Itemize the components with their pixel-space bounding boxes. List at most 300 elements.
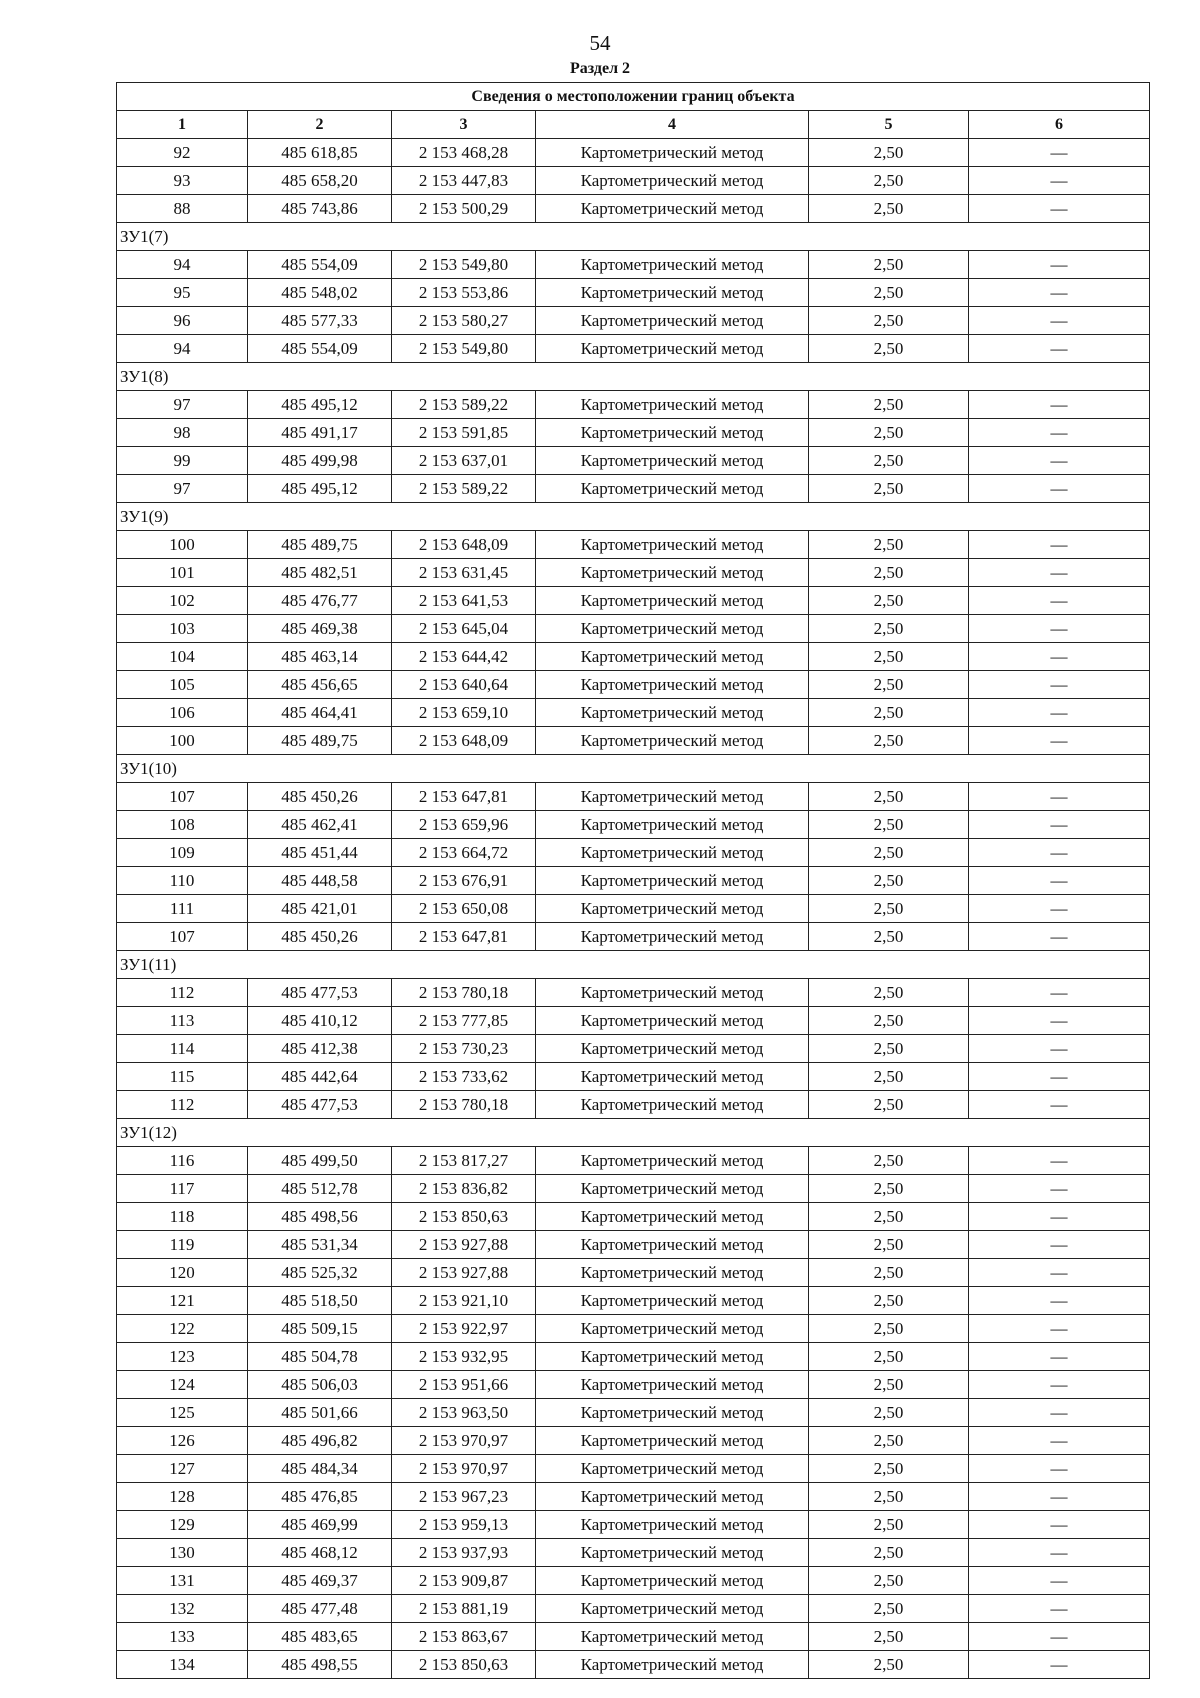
cell-coordinate-y: 2 153 631,45	[392, 559, 536, 587]
cell-description: —	[969, 1091, 1150, 1119]
table-row	[117, 1287, 1150, 1315]
cell-accuracy: 2,50	[809, 447, 969, 475]
cell-coordinate-y: 2 153 927,88	[392, 1231, 536, 1259]
table-caption-row	[117, 83, 1150, 111]
cell-point-number: 101	[117, 559, 248, 587]
cell-coordinate-x: 485 482,51	[248, 559, 392, 587]
table-row	[117, 895, 1150, 923]
cell-coordinate-y: 2 153 500,29	[392, 195, 536, 223]
cell-point-number: 121	[117, 1287, 248, 1315]
cell-description: —	[969, 1259, 1150, 1287]
cell-method: Картометрический метод	[536, 1007, 809, 1035]
cell-point-number: 124	[117, 1371, 248, 1399]
group-row	[117, 755, 1150, 783]
cell-coordinate-x: 485 618,85	[248, 139, 392, 167]
cell-method: Картометрический метод	[536, 1343, 809, 1371]
cell-method: Картометрический метод	[536, 1091, 809, 1119]
cell-description: —	[969, 671, 1150, 699]
cell-coordinate-y: 2 153 863,67	[392, 1623, 536, 1651]
cell-coordinate-x: 485 484,34	[248, 1455, 392, 1483]
cell-accuracy: 2,50	[809, 531, 969, 559]
cell-accuracy: 2,50	[809, 1595, 969, 1623]
cell-description: —	[969, 979, 1150, 1007]
cell-coordinate-y: 2 153 645,04	[392, 615, 536, 643]
cell-accuracy: 2,50	[809, 727, 969, 755]
cell-point-number: 114	[117, 1035, 248, 1063]
cell-coordinate-x: 485 450,26	[248, 923, 392, 951]
cell-method: Картометрический метод	[536, 1623, 809, 1651]
cell-point-number: 103	[117, 615, 248, 643]
cell-method: Картометрический метод	[536, 615, 809, 643]
cell-point-number: 116	[117, 1147, 248, 1175]
cell-accuracy: 2,50	[809, 251, 969, 279]
table-row	[117, 1035, 1150, 1063]
cell-description: —	[969, 1651, 1150, 1679]
cell-method: Картометрический метод	[536, 1063, 809, 1091]
cell-coordinate-x: 485 412,38	[248, 1035, 392, 1063]
cell-method: Картометрический метод	[536, 447, 809, 475]
cell-description: —	[969, 1287, 1150, 1315]
cell-accuracy: 2,50	[809, 1287, 969, 1315]
cell-point-number: 100	[117, 531, 248, 559]
cell-coordinate-y: 2 153 659,10	[392, 699, 536, 727]
table-row	[117, 643, 1150, 671]
table-row	[117, 1259, 1150, 1287]
table-row	[117, 923, 1150, 951]
cell-coordinate-y: 2 153 817,27	[392, 1147, 536, 1175]
cell-description: —	[969, 1371, 1150, 1399]
cell-description: —	[969, 167, 1150, 195]
cell-coordinate-x: 485 468,12	[248, 1539, 392, 1567]
cell-coordinate-y: 2 153 553,86	[392, 279, 536, 307]
cell-point-number: 97	[117, 391, 248, 419]
cell-coordinate-x: 485 506,03	[248, 1371, 392, 1399]
cell-accuracy: 2,50	[809, 167, 969, 195]
cell-accuracy: 2,50	[809, 895, 969, 923]
cell-accuracy: 2,50	[809, 839, 969, 867]
cell-description: —	[969, 475, 1150, 503]
cell-coordinate-y: 2 153 881,19	[392, 1595, 536, 1623]
column-header: 3	[392, 111, 536, 139]
cell-point-number: 127	[117, 1455, 248, 1483]
cell-coordinate-x: 485 450,26	[248, 783, 392, 811]
cell-point-number: 117	[117, 1175, 248, 1203]
cell-description: —	[969, 1231, 1150, 1259]
group-row	[117, 951, 1150, 979]
cell-coordinate-y: 2 153 922,97	[392, 1315, 536, 1343]
cell-coordinate-y: 2 153 921,10	[392, 1287, 536, 1315]
cell-coordinate-x: 485 476,77	[248, 587, 392, 615]
cell-point-number: 97	[117, 475, 248, 503]
cell-method: Картометрический метод	[536, 1287, 809, 1315]
table-row	[117, 139, 1150, 167]
cell-method: Картометрический метод	[536, 1455, 809, 1483]
cell-method: Картометрический метод	[536, 1371, 809, 1399]
cell-coordinate-y: 2 153 664,72	[392, 839, 536, 867]
table-row	[117, 839, 1150, 867]
cell-description: —	[969, 923, 1150, 951]
cell-coordinate-x: 485 464,41	[248, 699, 392, 727]
cell-description: —	[969, 419, 1150, 447]
table-row	[117, 335, 1150, 363]
cell-description: —	[969, 811, 1150, 839]
group-row	[117, 223, 1150, 251]
cell-accuracy: 2,50	[809, 1259, 969, 1287]
cell-method: Картометрический метод	[536, 1259, 809, 1287]
cell-coordinate-x: 485 512,78	[248, 1175, 392, 1203]
group-label: ЗУ1(7)	[117, 223, 1150, 251]
cell-method: Картометрический метод	[536, 195, 809, 223]
cell-point-number: 126	[117, 1427, 248, 1455]
cell-coordinate-y: 2 153 641,53	[392, 587, 536, 615]
cell-method: Картометрический метод	[536, 1595, 809, 1623]
cell-coordinate-x: 485 489,75	[248, 727, 392, 755]
table-row	[117, 979, 1150, 1007]
table-row	[117, 1539, 1150, 1567]
cell-coordinate-x: 485 483,65	[248, 1623, 392, 1651]
cell-description: —	[969, 1063, 1150, 1091]
cell-accuracy: 2,50	[809, 699, 969, 727]
cell-point-number: 107	[117, 923, 248, 951]
cell-method: Картометрический метод	[536, 699, 809, 727]
cell-coordinate-y: 2 153 468,28	[392, 139, 536, 167]
cell-method: Картометрический метод	[536, 1539, 809, 1567]
cell-coordinate-y: 2 153 447,83	[392, 167, 536, 195]
cell-point-number: 110	[117, 867, 248, 895]
cell-coordinate-y: 2 153 963,50	[392, 1399, 536, 1427]
cell-point-number: 88	[117, 195, 248, 223]
cell-coordinate-y: 2 153 647,81	[392, 923, 536, 951]
cell-method: Картометрический метод	[536, 783, 809, 811]
table-row	[117, 1483, 1150, 1511]
cell-accuracy: 2,50	[809, 1175, 969, 1203]
table-row	[117, 1427, 1150, 1455]
table-row	[117, 1623, 1150, 1651]
cell-accuracy: 2,50	[809, 1539, 969, 1567]
table-row	[117, 279, 1150, 307]
cell-description: —	[969, 531, 1150, 559]
cell-accuracy: 2,50	[809, 1063, 969, 1091]
cell-accuracy: 2,50	[809, 1623, 969, 1651]
cell-description: —	[969, 195, 1150, 223]
cell-coordinate-y: 2 153 589,22	[392, 475, 536, 503]
cell-coordinate-y: 2 153 730,23	[392, 1035, 536, 1063]
cell-accuracy: 2,50	[809, 1371, 969, 1399]
section-title: Раздел 2	[569, 60, 631, 77]
cell-description: —	[969, 643, 1150, 671]
cell-coordinate-x: 485 462,41	[248, 811, 392, 839]
cell-point-number: 106	[117, 699, 248, 727]
cell-accuracy: 2,50	[809, 195, 969, 223]
page-number: 54	[589, 31, 611, 55]
cell-coordinate-x: 485 498,56	[248, 1203, 392, 1231]
cell-accuracy: 2,50	[809, 1091, 969, 1119]
cell-coordinate-y: 2 153 951,66	[392, 1371, 536, 1399]
cell-description: —	[969, 1539, 1150, 1567]
cell-coordinate-x: 485 410,12	[248, 1007, 392, 1035]
cell-point-number: 120	[117, 1259, 248, 1287]
table-row	[117, 727, 1150, 755]
cell-method: Картометрический метод	[536, 1315, 809, 1343]
cell-accuracy: 2,50	[809, 335, 969, 363]
cell-accuracy: 2,50	[809, 1567, 969, 1595]
cell-point-number: 129	[117, 1511, 248, 1539]
cell-accuracy: 2,50	[809, 643, 969, 671]
cell-description: —	[969, 1511, 1150, 1539]
cell-accuracy: 2,50	[809, 979, 969, 1007]
cell-description: —	[969, 307, 1150, 335]
table-row	[117, 475, 1150, 503]
cell-point-number: 119	[117, 1231, 248, 1259]
group-label: ЗУ1(12)	[117, 1119, 1150, 1147]
cell-point-number: 125	[117, 1399, 248, 1427]
table-row	[117, 419, 1150, 447]
cell-accuracy: 2,50	[809, 279, 969, 307]
cell-coordinate-x: 485 525,32	[248, 1259, 392, 1287]
cell-method: Картометрический метод	[536, 895, 809, 923]
cell-accuracy: 2,50	[809, 1511, 969, 1539]
cell-coordinate-y: 2 153 927,88	[392, 1259, 536, 1287]
cell-coordinate-x: 485 469,37	[248, 1567, 392, 1595]
cell-coordinate-y: 2 153 733,62	[392, 1063, 536, 1091]
cell-method: Картометрический метод	[536, 923, 809, 951]
cell-coordinate-y: 2 153 549,80	[392, 251, 536, 279]
cell-point-number: 94	[117, 251, 248, 279]
cell-method: Картометрический метод	[536, 1231, 809, 1259]
cell-description: —	[969, 559, 1150, 587]
table-row	[117, 867, 1150, 895]
table-row	[117, 1455, 1150, 1483]
cell-accuracy: 2,50	[809, 671, 969, 699]
cell-coordinate-x: 485 496,82	[248, 1427, 392, 1455]
cell-accuracy: 2,50	[809, 1035, 969, 1063]
table-row	[117, 783, 1150, 811]
cell-coordinate-x: 485 554,09	[248, 251, 392, 279]
cell-coordinate-y: 2 153 777,85	[392, 1007, 536, 1035]
cell-description: —	[969, 1007, 1150, 1035]
cell-method: Картометрический метод	[536, 671, 809, 699]
cell-description: —	[969, 1147, 1150, 1175]
cell-coordinate-y: 2 153 937,93	[392, 1539, 536, 1567]
column-header: 2	[248, 111, 392, 139]
cell-coordinate-x: 485 456,65	[248, 671, 392, 699]
cell-coordinate-x: 485 477,53	[248, 979, 392, 1007]
cell-coordinate-y: 2 153 549,80	[392, 335, 536, 363]
cell-point-number: 96	[117, 307, 248, 335]
cell-coordinate-x: 485 504,78	[248, 1343, 392, 1371]
table-row	[117, 251, 1150, 279]
cell-point-number: 98	[117, 419, 248, 447]
cell-point-number: 94	[117, 335, 248, 363]
table-row	[117, 1399, 1150, 1427]
cell-method: Картометрический метод	[536, 867, 809, 895]
table-row	[117, 167, 1150, 195]
cell-coordinate-x: 485 577,33	[248, 307, 392, 335]
cell-accuracy: 2,50	[809, 783, 969, 811]
cell-description: —	[969, 1315, 1150, 1343]
group-row	[117, 503, 1150, 531]
cell-point-number: 113	[117, 1007, 248, 1035]
table-row	[117, 811, 1150, 839]
cell-coordinate-x: 485 658,20	[248, 167, 392, 195]
table-row	[117, 195, 1150, 223]
cell-coordinate-x: 485 509,15	[248, 1315, 392, 1343]
cell-coordinate-y: 2 153 648,09	[392, 727, 536, 755]
cell-method: Картометрический метод	[536, 1651, 809, 1679]
cell-coordinate-y: 2 153 650,08	[392, 895, 536, 923]
table-body	[117, 139, 1150, 1679]
cell-coordinate-y: 2 153 850,63	[392, 1651, 536, 1679]
cell-coordinate-y: 2 153 780,18	[392, 1091, 536, 1119]
cell-description: —	[969, 1623, 1150, 1651]
cell-accuracy: 2,50	[809, 615, 969, 643]
cell-accuracy: 2,50	[809, 587, 969, 615]
cell-coordinate-y: 2 153 640,64	[392, 671, 536, 699]
table-caption: Сведения о местоположении границ объекта	[117, 83, 1150, 111]
cell-point-number: 134	[117, 1651, 248, 1679]
cell-coordinate-y: 2 153 959,13	[392, 1511, 536, 1539]
cell-point-number: 130	[117, 1539, 248, 1567]
table-row	[117, 1511, 1150, 1539]
table-row	[117, 1063, 1150, 1091]
table-row	[117, 447, 1150, 475]
cell-method: Картометрический метод	[536, 1427, 809, 1455]
cell-method: Картометрический метод	[536, 279, 809, 307]
cell-method: Картометрический метод	[536, 1567, 809, 1595]
cell-point-number: 102	[117, 587, 248, 615]
cell-accuracy: 2,50	[809, 419, 969, 447]
table-row	[117, 531, 1150, 559]
cell-point-number: 118	[117, 1203, 248, 1231]
cell-method: Картометрический метод	[536, 139, 809, 167]
cell-accuracy: 2,50	[809, 1007, 969, 1035]
cell-coordinate-x: 485 477,48	[248, 1595, 392, 1623]
cell-coordinate-x: 485 498,55	[248, 1651, 392, 1679]
cell-coordinate-y: 2 153 647,81	[392, 783, 536, 811]
table-row	[117, 671, 1150, 699]
group-row	[117, 1119, 1150, 1147]
coordinates-table	[116, 82, 1150, 1679]
cell-description: —	[969, 727, 1150, 755]
table-row	[117, 1315, 1150, 1343]
cell-method: Картометрический метод	[536, 559, 809, 587]
cell-coordinate-x: 485 499,98	[248, 447, 392, 475]
cell-point-number: 108	[117, 811, 248, 839]
table-row	[117, 587, 1150, 615]
cell-description: —	[969, 867, 1150, 895]
cell-method: Картометрический метод	[536, 475, 809, 503]
cell-accuracy: 2,50	[809, 1651, 969, 1679]
cell-coordinate-y: 2 153 970,97	[392, 1455, 536, 1483]
cell-coordinate-x: 485 469,38	[248, 615, 392, 643]
cell-method: Картометрический метод	[536, 1511, 809, 1539]
cell-point-number: 95	[117, 279, 248, 307]
table-row	[117, 1231, 1150, 1259]
cell-coordinate-y: 2 153 580,27	[392, 307, 536, 335]
group-row	[117, 363, 1150, 391]
cell-accuracy: 2,50	[809, 559, 969, 587]
cell-method: Картометрический метод	[536, 1147, 809, 1175]
table-row	[117, 307, 1150, 335]
cell-accuracy: 2,50	[809, 1483, 969, 1511]
table-row	[117, 559, 1150, 587]
cell-method: Картометрический метод	[536, 391, 809, 419]
cell-description: —	[969, 139, 1150, 167]
group-label: ЗУ1(10)	[117, 755, 1150, 783]
cell-method: Картометрический метод	[536, 587, 809, 615]
cell-description: —	[969, 1399, 1150, 1427]
cell-method: Картометрический метод	[536, 727, 809, 755]
cell-coordinate-x: 485 501,66	[248, 1399, 392, 1427]
table-row	[117, 1175, 1150, 1203]
cell-point-number: 99	[117, 447, 248, 475]
cell-description: —	[969, 587, 1150, 615]
cell-coordinate-x: 485 489,75	[248, 531, 392, 559]
column-header: 1	[117, 111, 248, 139]
cell-point-number: 100	[117, 727, 248, 755]
cell-accuracy: 2,50	[809, 139, 969, 167]
cell-coordinate-x: 485 463,14	[248, 643, 392, 671]
cell-method: Картометрический метод	[536, 531, 809, 559]
cell-coordinate-y: 2 153 850,63	[392, 1203, 536, 1231]
table-row	[117, 1651, 1150, 1679]
cell-accuracy: 2,50	[809, 1315, 969, 1343]
cell-point-number: 111	[117, 895, 248, 923]
cell-method: Картометрический метод	[536, 1399, 809, 1427]
cell-description: —	[969, 839, 1150, 867]
cell-method: Картометрический метод	[536, 307, 809, 335]
cell-coordinate-x: 485 554,09	[248, 335, 392, 363]
cell-coordinate-y: 2 153 676,91	[392, 867, 536, 895]
cell-coordinate-x: 485 469,99	[248, 1511, 392, 1539]
cell-point-number: 133	[117, 1623, 248, 1651]
cell-coordinate-y: 2 153 644,42	[392, 643, 536, 671]
cell-method: Картометрический метод	[536, 167, 809, 195]
cell-accuracy: 2,50	[809, 867, 969, 895]
column-header: 6	[969, 111, 1150, 139]
cell-point-number: 109	[117, 839, 248, 867]
cell-coordinate-x: 485 743,86	[248, 195, 392, 223]
cell-coordinate-x: 485 476,85	[248, 1483, 392, 1511]
cell-description: —	[969, 1343, 1150, 1371]
cell-accuracy: 2,50	[809, 1203, 969, 1231]
cell-description: —	[969, 391, 1150, 419]
cell-coordinate-x: 485 495,12	[248, 391, 392, 419]
cell-coordinate-x: 485 451,44	[248, 839, 392, 867]
table-row	[117, 1203, 1150, 1231]
table-row	[117, 699, 1150, 727]
cell-accuracy: 2,50	[809, 1455, 969, 1483]
cell-point-number: 104	[117, 643, 248, 671]
cell-coordinate-y: 2 153 591,85	[392, 419, 536, 447]
cell-description: —	[969, 1595, 1150, 1623]
table-row	[117, 1371, 1150, 1399]
cell-description: —	[969, 1483, 1150, 1511]
cell-point-number: 92	[117, 139, 248, 167]
cell-method: Картометрический метод	[536, 1175, 809, 1203]
cell-point-number: 93	[117, 167, 248, 195]
group-label: ЗУ1(9)	[117, 503, 1150, 531]
cell-description: —	[969, 251, 1150, 279]
cell-description: —	[969, 1455, 1150, 1483]
cell-accuracy: 2,50	[809, 1231, 969, 1259]
cell-point-number: 131	[117, 1567, 248, 1595]
cell-method: Картометрический метод	[536, 1203, 809, 1231]
cell-coordinate-y: 2 153 589,22	[392, 391, 536, 419]
cell-description: —	[969, 279, 1150, 307]
group-label: ЗУ1(8)	[117, 363, 1150, 391]
cell-description: —	[969, 447, 1150, 475]
